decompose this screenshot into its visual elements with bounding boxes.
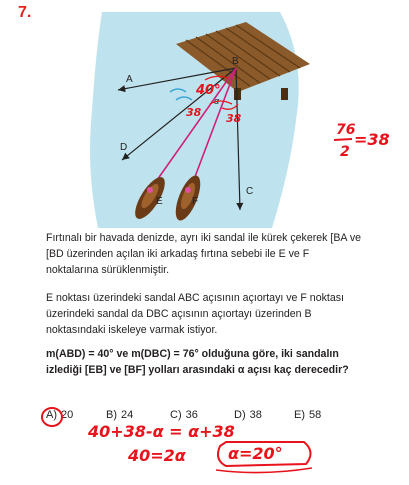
label-a: A xyxy=(126,74,133,85)
label-b: B xyxy=(232,56,239,67)
choice-value: 24 xyxy=(121,409,134,421)
hw-fraction-result: =38 xyxy=(354,130,390,149)
choice-b[interactable] xyxy=(106,409,133,421)
hw-angle-38-right: 38 xyxy=(226,112,242,125)
choice-value: 20 xyxy=(61,409,74,421)
label-c: C xyxy=(246,186,254,197)
hw-answer: α=20° xyxy=(228,444,283,463)
choice-e[interactable] xyxy=(294,409,321,421)
label-alpha: α xyxy=(214,96,220,106)
label-f: F xyxy=(192,196,199,207)
question-stem: m(ABD) = 40° ve m(DBC) = 76° olduğuna göre, iki sandalın izlediği [EB] ve [BF] yolları arasındaki α açısı kaç derecedir? xyxy=(46,348,349,376)
choice-value: 38 xyxy=(249,409,262,421)
choice-label: E) xyxy=(294,409,305,421)
choice-c[interactable] xyxy=(170,409,198,421)
hw-answer-underline xyxy=(216,468,312,473)
choice-a[interactable] xyxy=(46,409,73,421)
choice-value: 36 xyxy=(185,409,198,421)
hw-equation-2: 40=2α xyxy=(128,446,186,465)
question-paragraph-2: E noktası üzerindeki sandal ABC açısının açıortayı ve F noktası üzerindeki sandal da DBC açısının açıortayı üzerinden B noktasındaki iskeleye varmak istiyor. xyxy=(46,292,344,336)
choice-label: D) xyxy=(234,409,246,421)
choice-label: C) xyxy=(170,409,182,421)
choice-d[interactable] xyxy=(234,409,262,421)
choice-label: A) xyxy=(46,409,57,421)
hw-angle-38-left: 38 xyxy=(186,106,202,119)
label-e: E xyxy=(156,196,163,207)
question-number: 7. xyxy=(18,4,32,21)
hw-fraction-den: 2 xyxy=(340,144,350,160)
problem-figure xyxy=(0,0,409,230)
question-paragraph-1: Fırtınalı bir havada denizde, ayrı iki sandal ile kürek çekerek [BA ve [BD üzerinden açılan iki arkadaş fırtına sebebi ile E ve F noktalarına sürüklenmiştir. xyxy=(46,232,362,276)
hw-angle-40: 40° xyxy=(196,83,221,98)
label-d: D xyxy=(120,142,128,153)
choice-value: 58 xyxy=(309,409,322,421)
choice-label: B) xyxy=(106,409,117,421)
hw-fraction-num: 76 xyxy=(336,122,356,138)
hw-equation-1: 40+38-α = α+38 xyxy=(88,422,235,441)
